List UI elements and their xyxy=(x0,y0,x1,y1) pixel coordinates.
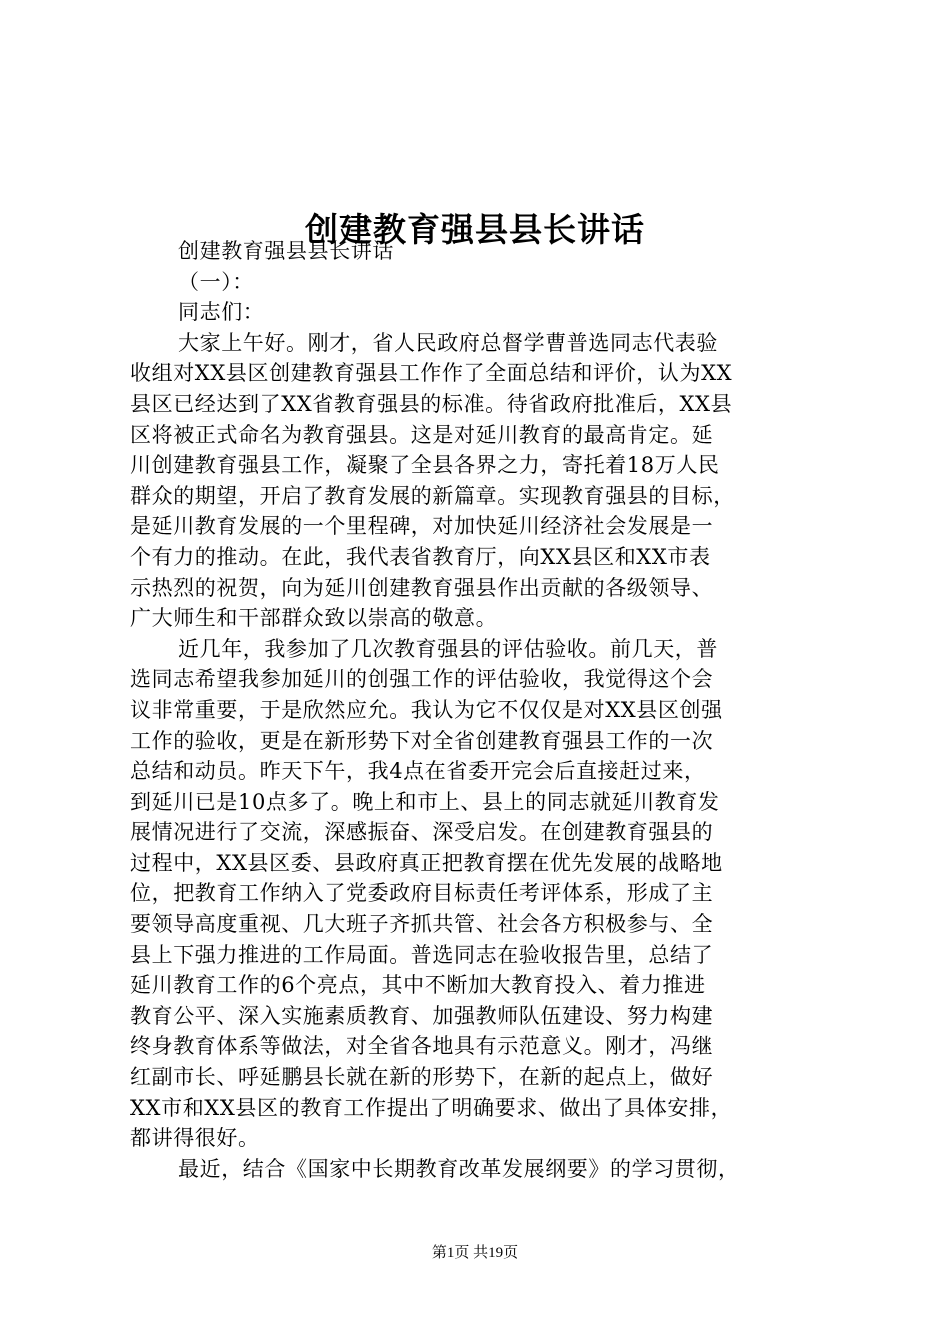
body-line: 收组对XX县区创建教育强县工作作了全面总结和评价，认为XX xyxy=(130,361,733,386)
body-line: 位，把教育工作纳入了党委政府目标责任考评体系，形成了主 xyxy=(130,881,714,906)
document-body xyxy=(130,236,836,1184)
body-line: 延川教育工作的6个亮点，其中不断加大教育投入、着力推进 xyxy=(130,973,706,998)
body-line: 县上下强力推进的工作局面。普选同志在验收报告里，总结了 xyxy=(130,942,714,967)
body-line: 大家上午好。刚才，省人民政府总督学曹普选同志代表验 xyxy=(178,330,718,355)
body-line: 创建教育强县县长讲话 xyxy=(178,239,394,263)
body-line: 要领导高度重视、几大班子齐抓共管、社会各方积极参与、全 xyxy=(130,912,714,937)
body-line: 到延川已是10点多了。晚上和市上、县上的同志就延川教育发 xyxy=(130,789,720,814)
body-line: 工作的验收，更是在新形势下对全省创建教育强县工作的一次 xyxy=(130,728,714,753)
body-line: 川创建教育强县工作，凝聚了全县各界之力，寄托着18万人民 xyxy=(130,453,720,478)
body-line: 最近，结合《国家中长期教育改革发展纲要》的学习贯彻， xyxy=(178,1156,740,1181)
body-line: 红副市长、呼延鹏县长就在新的形势下，在新的起点上，做好 xyxy=(130,1065,714,1090)
body-line: 近几年，我参加了几次教育强县的评估验收。前几天，普 xyxy=(178,636,718,661)
body-line: 都讲得很好。 xyxy=(130,1126,260,1151)
body-line: 议非常重要，于是欣然应允。我认为它不仅仅是对XX县区创强 xyxy=(130,697,723,722)
body-line: 广大师生和干部群众致以崇高的敬意。 xyxy=(130,606,498,631)
page-number-footer: 第1页 共19页 xyxy=(431,1245,519,1261)
body-line: 同志们： xyxy=(178,300,265,325)
body-line: 个有力的推动。在此，我代表省教育厅，向XX县区和XX市表 xyxy=(130,544,711,569)
body-line: 县区已经达到了XX省教育强县的标准。待省政府批准后，XX县 xyxy=(130,391,733,416)
body-line: 教育公平、深入实施素质教育、加强教师队伍建设、努力构建 xyxy=(130,1003,714,1028)
body-line: 是延川教育发展的一个里程碑，对加快延川经济社会发展是一 xyxy=(130,514,714,539)
body-line: 区将被正式命名为教育强县。这是对延川教育的最高肯定。延 xyxy=(130,422,714,447)
body-line: 群众的期望，开启了教育发展的新篇章。实现教育强县的目标， xyxy=(130,483,735,508)
body-line: （一）： xyxy=(178,269,254,294)
body-line: 示热烈的祝贺，向为延川创建教育强县作出贡献的各级领导、 xyxy=(130,575,714,600)
body-line: 终身教育体系等做法，对全省各地具有示范意义。刚才，冯继 xyxy=(130,1034,714,1059)
body-line: 过程中，XX县区委、县政府真正把教育摆在优先发展的战略地 xyxy=(130,850,723,875)
document-title: 创建教育强县县长讲话 xyxy=(305,210,645,250)
body-line: 总结和动员。昨天下午，我4点在省委开完会后直接赶过来， xyxy=(130,759,706,784)
body-line: 展情况进行了交流，深感振奋、深受启发。在创建教育强县的 xyxy=(130,820,714,845)
body-line: XX市和XX县区的教育工作提出了明确要求、做出了具体安排， xyxy=(130,1095,733,1120)
body-line: 选同志希望我参加延川的创强工作的评估验收，我觉得这个会 xyxy=(130,667,714,692)
